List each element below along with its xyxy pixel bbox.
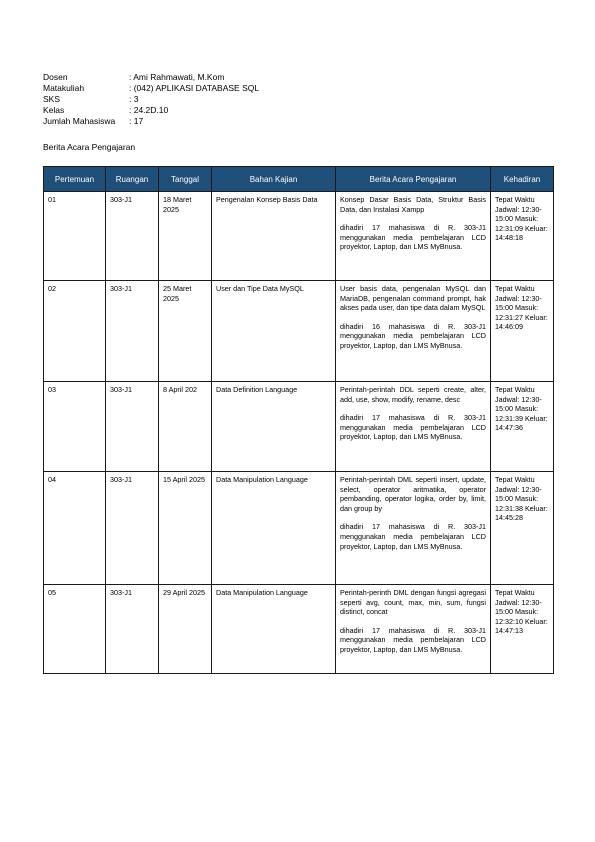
cell-pertemuan: 04 — [44, 472, 106, 585]
header-berita-acara: Berita Acara Pengajaran — [336, 167, 491, 192]
info-label: Kelas — [43, 105, 65, 115]
berita-description: Konsep Dasar Basis Data, Struktur Basis Data, dan Instalasi Xampp — [340, 195, 486, 214]
table-row — [44, 382, 554, 472]
cell-bahan-kajian: Data Definition Language — [212, 382, 336, 472]
cell-ruangan: 303-J1 — [106, 382, 159, 472]
berita-description: Perintah-perinth DML dengan fungsi agregasi seperti avg, count, max, min, sum, fungsi distinct, concat — [340, 588, 486, 617]
table-row — [44, 585, 554, 674]
cell-pertemuan: 01 — [44, 192, 106, 281]
header-ruangan: Ruangan — [106, 167, 159, 192]
cell-kehadiran: Tepat Waktu Jadwal: 12:30-15:00 Masuk: 12:31:27 Keluar: 14:46:09 — [491, 281, 554, 382]
attendance-note: dihadiri 17 mahasiswa di R. 303-J1 menggunakan media pembelajaran LCD proyektor, Laptop, dan LMS MyBnusa. — [340, 223, 486, 252]
cell-tanggal: 15 April 2025 — [159, 472, 212, 585]
cell-bahan-kajian: Data Manipulation Language — [212, 585, 336, 674]
cell-tanggal: 25 Maret 2025 — [159, 281, 212, 382]
cell-tanggal: 18 Maret 2025 — [159, 192, 212, 281]
course-info — [43, 72, 259, 127]
cell-kehadiran: Tepat Waktu Jadwal: 12:30-15:00 Masuk: 12:31:39 Keluar: 14:47:36 — [491, 382, 554, 472]
header-tanggal: Tanggal — [159, 167, 212, 192]
cell-pertemuan: 03 — [44, 382, 106, 472]
info-row-matakuliah — [43, 83, 259, 94]
table-header-row — [44, 167, 554, 192]
cell-ruangan: 303-J1 — [106, 281, 159, 382]
info-value: : 17 — [129, 116, 144, 126]
attendance-note: dihadiri 16 mahasiswa di R. 303-J1 menggunakan media pembelajaran LCD proyektor, Laptop, dan LMS MyBnusa. — [340, 321, 486, 350]
cell-kehadiran: Tepat Waktu Jadwal: 12:30-15:00 Masuk: 12:31:38 Keluar: 14:45:28 — [491, 472, 554, 585]
info-label: SKS — [43, 94, 61, 104]
header-bahan-kajian: Bahan Kajian — [212, 167, 336, 192]
cell-berita-acara — [336, 585, 491, 674]
cell-ruangan: 303-J1 — [106, 585, 159, 674]
cell-pertemuan: 05 — [44, 585, 106, 674]
cell-kehadiran: Tepat Waktu Jadwal: 12:30-15:00 Masuk: 12:31:09 Keluar: 14:48:18 — [491, 192, 554, 281]
cell-berita-acara — [336, 472, 491, 585]
cell-pertemuan: 02 — [44, 281, 106, 382]
cell-bahan-kajian: User dan Tipe Data MySQL — [212, 281, 336, 382]
table-row — [44, 281, 554, 382]
berita-description: Perintah-perintah DDL seperti create, alter, add, use, show, modify, rename, desc — [340, 385, 486, 404]
cell-tanggal: 29 April 2025 — [159, 585, 212, 674]
cell-bahan-kajian: Data Manipulation Language — [212, 472, 336, 585]
attendance-note: dihadiri 17 mahasiswa di R. 303-J1 menggunakan media pembelajaran LCD proyektor, Laptop, dan LMS MyBnusa. — [340, 625, 486, 654]
info-row-sks — [43, 94, 259, 105]
cell-berita-acara — [336, 382, 491, 472]
info-row-dosen — [43, 72, 259, 83]
info-row-jumlah-mahasiswa — [43, 116, 259, 127]
table-row — [44, 192, 554, 281]
info-value: : (042) APLIKASI DATABASE SQL — [129, 83, 260, 93]
cell-bahan-kajian: Pengenalan Konsep Basis Data — [212, 192, 336, 281]
header-pertemuan: Pertemuan — [44, 167, 106, 192]
cell-ruangan: 303-J1 — [106, 192, 159, 281]
berita-acara-table — [43, 166, 554, 674]
cell-kehadiran: Tepat Waktu Jadwal: 12:30-15:00 Masuk: 12:32:10 Keluar: 14:47:13 — [491, 585, 554, 674]
berita-description: User basis data, pengenalan MySQL dan MariaDB, pengenalan command prompt, hak akses pada user, dan tipe data dalam MySQL — [340, 284, 486, 313]
cell-ruangan: 303-J1 — [106, 472, 159, 585]
attendance-note: dihadiri 17 mahasiswa di R. 303-J1 menggunakan media pembelajaran LCD proyektor, Laptop, dan LMS MyBnusa. — [340, 413, 486, 442]
info-label: Matakuliah — [43, 83, 85, 93]
cell-berita-acara — [336, 192, 491, 281]
info-label: Dosen — [43, 72, 68, 82]
attendance-note: dihadiri 17 mahasiswa di R. 303-J1 menggunakan media pembelajaran LCD proyektor, Laptop, dan LMS MyBnusa. — [340, 522, 486, 551]
info-value: : 24.2D.10 — [129, 105, 169, 115]
info-value: : Ami Rahmawati, M.Kom — [129, 72, 225, 82]
info-label: Jumlah Mahasiswa — [43, 116, 116, 126]
berita-description: Perintah-perintah DML seperti insert, update, select, operator aritmatika, operator pembanding, operator logika, order by, limit, dan group by — [340, 475, 486, 513]
cell-tanggal: 8 April 202 — [159, 382, 212, 472]
header-kehadiran: Kehadiran — [491, 167, 554, 192]
info-value: : 3 — [129, 94, 139, 104]
section-title: Berita Acara Pengajaran — [43, 142, 136, 152]
cell-berita-acara — [336, 281, 491, 382]
info-row-kelas — [43, 105, 259, 116]
table-row — [44, 472, 554, 585]
